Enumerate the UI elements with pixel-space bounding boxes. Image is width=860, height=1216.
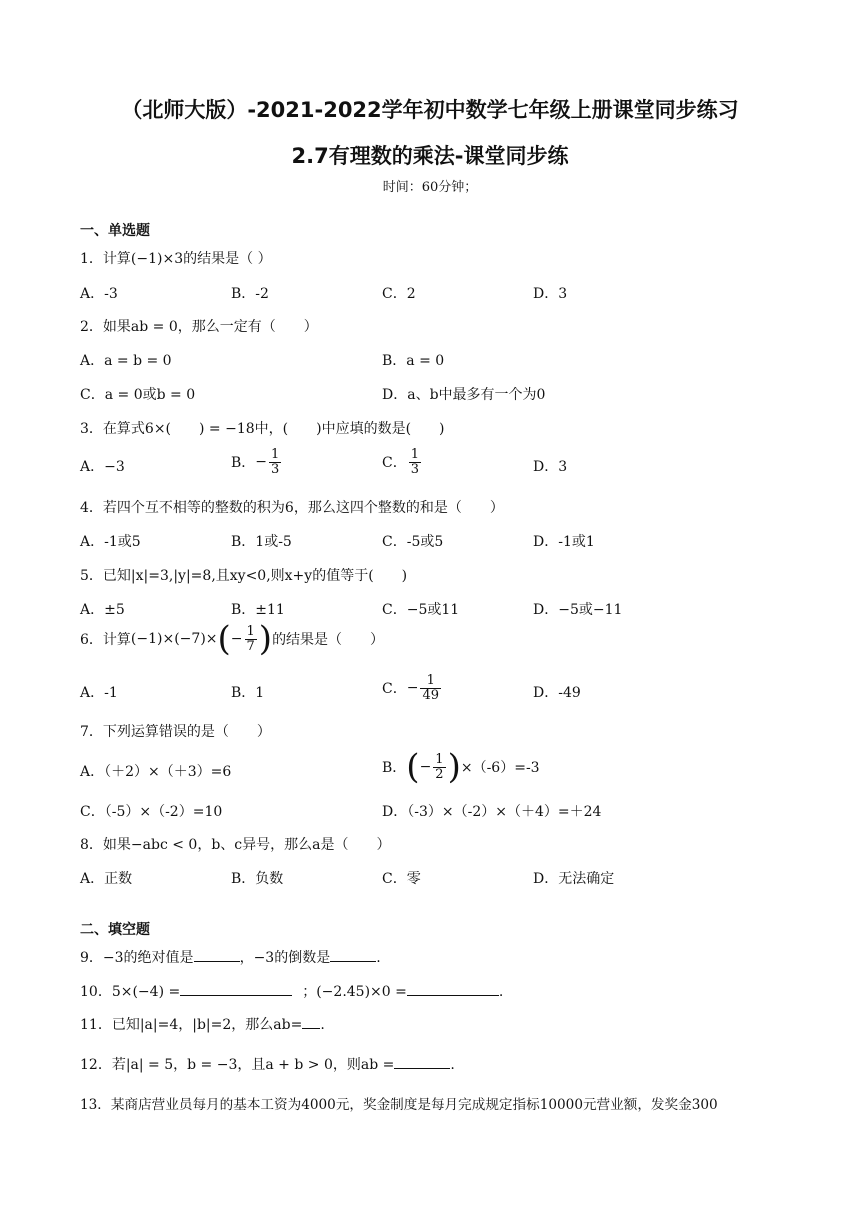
fraction: $\frac{1}{3}$ [410, 447, 419, 477]
option-a[interactable]: A．-3 [80, 286, 118, 302]
question-6 [80, 619, 385, 666]
question-4 [80, 497, 504, 517]
math-expression: ；(−2.45)×0 = [302, 984, 407, 1000]
option-d[interactable]: D．-49 [533, 685, 581, 701]
question-text: . [376, 950, 381, 966]
options-2-row2 [80, 384, 780, 408]
question-text: . [498, 984, 504, 1000]
question-number: 6． [80, 632, 103, 648]
option-a[interactable]: A．正数 [80, 871, 133, 887]
option-d[interactable]: D．−5或−11 [533, 602, 623, 618]
option-a[interactable]: A．a = b = 0 [80, 353, 172, 369]
question-number: 2． [80, 319, 103, 335]
question-number: 8． [80, 837, 103, 853]
section-single-choice: 一、单选题 [80, 223, 150, 239]
answer-blank[interactable] [407, 981, 499, 996]
question-13 [80, 1093, 718, 1113]
options-7-row2 [80, 801, 780, 825]
question-text: 计算 [102, 632, 131, 648]
question-text: −3的倒数是 [253, 950, 331, 966]
math-expression: ab = 0 [130, 319, 178, 335]
option-a[interactable]: A．-1 [80, 685, 118, 701]
option-b[interactable]: B．a = 0 [382, 353, 445, 369]
option-b[interactable]: B．(− $\frac{1}{2}$ )×（-6）=-3 [382, 747, 540, 787]
option-c[interactable]: C．− $\frac{1}{49}$ [382, 673, 439, 703]
option-a[interactable]: A．−3 [80, 459, 125, 475]
option-a[interactable]: A．±5 [80, 602, 125, 618]
option-c[interactable]: C． $\frac{1}{3}$ [382, 447, 419, 477]
question-text: ，那么一定有（ ） [177, 319, 318, 335]
question-3 [80, 418, 445, 438]
question-text: 计算 [102, 251, 131, 267]
question-8 [80, 834, 391, 854]
option-b[interactable]: B．±11 [231, 602, 285, 618]
option-c[interactable]: C．零 [382, 871, 421, 887]
question-1 [80, 248, 272, 268]
question-text: . [450, 1057, 455, 1073]
options-1 [80, 283, 780, 307]
time-limit: 时间：60分钟； [382, 180, 478, 195]
options-8 [80, 868, 780, 892]
option-c[interactable]: C．（-5）×（-2）=10 [80, 804, 223, 820]
option-c[interactable]: C．-5或5 [382, 534, 444, 550]
question-7 [80, 721, 271, 741]
option-d[interactable]: D．3 [533, 459, 568, 475]
options-5 [80, 599, 780, 623]
question-text: 已知|a|=4，|b|=2，那么ab= [111, 1017, 303, 1033]
fraction: $\frac{1}{3}$ [271, 447, 280, 477]
options-4 [80, 531, 780, 555]
option-b[interactable]: B．1 [231, 685, 265, 701]
question-text: ， [239, 950, 254, 966]
option-d[interactable]: D．a、b中最多有一个为0 [382, 387, 546, 403]
option-a[interactable]: A．（＋2）×（＋3）=6 [80, 764, 232, 780]
options-2-row1 [80, 350, 780, 374]
question-number: 13． [80, 1097, 111, 1113]
question-text: 的结果是（ ） [183, 251, 272, 267]
options-7-row1 [80, 747, 780, 790]
answer-blank[interactable] [302, 1014, 320, 1029]
question-2 [80, 316, 318, 336]
minus-sign: − [230, 631, 243, 647]
question-text: 如果 [102, 319, 131, 335]
question-text: 下列运算错误的是（ ） [102, 724, 271, 740]
question-5 [80, 565, 407, 585]
option-b[interactable]: B．-2 [231, 286, 269, 302]
options-6 [80, 674, 780, 710]
math-expression: (−1)×3 [130, 251, 184, 267]
fraction: $\frac{1}{2}$ [435, 751, 444, 782]
question-number: 10． [80, 984, 112, 1000]
math-expression: −abc < 0 [130, 837, 198, 853]
answer-blank[interactable] [194, 947, 240, 962]
option-b[interactable]: B．负数 [231, 871, 284, 887]
question-text: 的结果是（ ） [272, 632, 385, 648]
answer-blank[interactable] [180, 981, 292, 996]
question-10 [80, 981, 503, 1001]
math-expression: (−1)×(−7)× [130, 631, 218, 647]
answer-blank[interactable] [330, 947, 376, 962]
option-c[interactable]: C．−5或11 [382, 602, 460, 618]
right-paren: ) [258, 619, 273, 659]
option-c[interactable]: C．a = 0或b = 0 [80, 387, 196, 403]
option-b[interactable]: B．1或-5 [231, 534, 292, 550]
option-b[interactable]: B．− $\frac{1}{3}$ [231, 447, 280, 477]
question-number: 1． [80, 251, 103, 267]
question-text: 若四个互不相等的整数的积为6，那么这四个整数的和是（ ） [102, 500, 504, 516]
option-d[interactable]: D．无法确定 [533, 871, 615, 887]
document-subtitle: 2.7有理数的乘法-课堂同步练 [291, 144, 569, 168]
fraction: $\frac{1}{49}$ [422, 673, 439, 703]
option-d[interactable]: D．-1或1 [533, 534, 595, 550]
option-d[interactable]: D．3 [533, 286, 568, 302]
question-number: 3． [80, 421, 103, 437]
question-number: 11． [80, 1017, 112, 1033]
question-number: 5． [80, 568, 103, 584]
question-12 [80, 1054, 455, 1074]
question-text: 已知|x|=3,|y|=8,且xy<0,则x+y的值等于( ) [102, 568, 408, 584]
option-d[interactable]: D．（-3）×（-2）×（＋4）=＋24 [382, 804, 602, 820]
answer-blank[interactable] [394, 1054, 450, 1069]
question-9 [80, 947, 381, 967]
section-fill-blank: 二、填空题 [80, 922, 150, 938]
question-text: 如果 [102, 837, 131, 853]
question-text: ，b、c异号，那么a是（ ） [197, 837, 391, 853]
options-3 [80, 448, 780, 484]
question-number: 12． [80, 1057, 112, 1073]
question-number: 9． [80, 950, 103, 966]
question-text: 某商店营业员每月的基本工资为4000元，奖金制度是每月完成规定指标10000元营业额，发奖金300 [110, 1097, 718, 1113]
question-text: . [320, 1017, 325, 1033]
option-c[interactable]: C．2 [382, 286, 416, 302]
question-number: 7． [80, 724, 103, 740]
document-title: （北师大版）-2021-2022学年初中数学七年级上册课堂同步练习 [121, 98, 739, 122]
question-text: −3的绝对值是 [102, 950, 194, 966]
question-text: 在算式6×( ) = −18中，( )中应填的数是( ) [102, 421, 445, 437]
question-text: 若|a| = 5，b = −3，且a + b > 0，则ab = [111, 1057, 395, 1073]
question-number: 4． [80, 500, 103, 516]
option-a[interactable]: A．-1或5 [80, 534, 141, 550]
fraction: $\frac{1}{7}$ [246, 623, 255, 654]
math-expression: 5×(−4) = [111, 984, 181, 1000]
question-11 [80, 1014, 325, 1034]
left-paren: ( [217, 619, 231, 659]
